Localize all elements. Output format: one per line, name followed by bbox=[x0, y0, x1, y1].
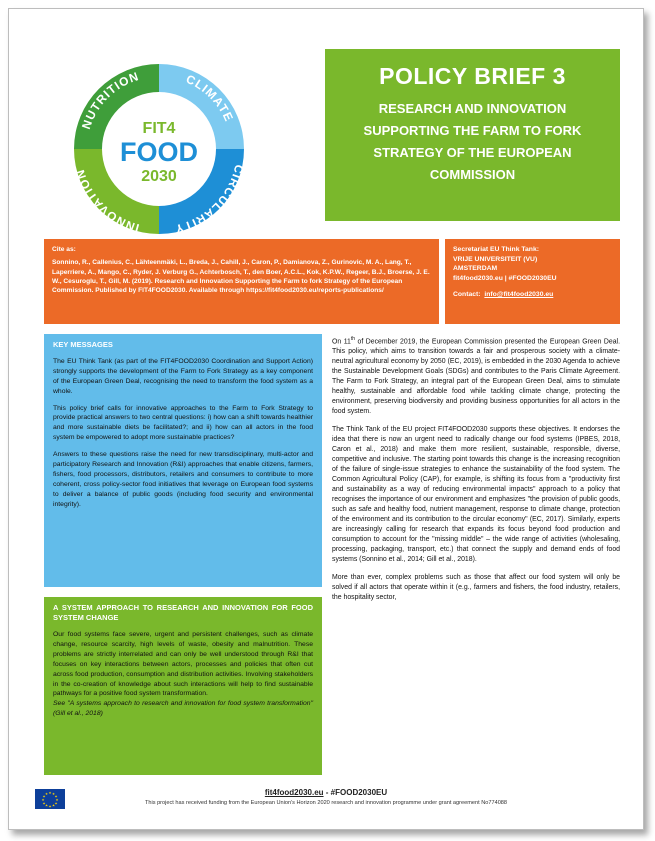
key-messages-paragraph: Answers to these questions raise the need for new transdisciplinary, multi-actor and participatory Research and Innovation (R&I) approaches that enable citizens, farmers, fishers, food processors, distributors, retailers and consumers to contribute to more coherent, cross policy-sector food initiatives that leverage on European food systems to deliver a balance of public goods (including food security and environmental integrity). bbox=[53, 451, 313, 508]
ring-label-nutrition: NUTRITION bbox=[79, 69, 141, 131]
svg-text:★: ★ bbox=[41, 798, 45, 802]
secretariat-university: VRIJE UNIVERSITEIT (VU) bbox=[453, 255, 538, 263]
key-messages-heading: KEY MESSAGES bbox=[53, 340, 113, 349]
policy-brief-subtitle: RESEARCH AND INNOVATION SUPPORTING THE FARM TO FORK STRATEGY OF THE EUROPEAN COMMISSION bbox=[363, 101, 582, 182]
ring-label-circularity: CIRCULARITY bbox=[173, 163, 247, 237]
svg-text:★: ★ bbox=[44, 792, 49, 797]
contact-email-link[interactable]: info@fit4food2030.eu bbox=[484, 291, 554, 299]
system-approach-box bbox=[44, 597, 322, 775]
ring-label-innovation: INNOVATION bbox=[72, 167, 141, 236]
svg-text:★: ★ bbox=[48, 804, 52, 809]
secretariat-site[interactable]: fit4food2030.eu | #FOOD2030EU bbox=[453, 274, 557, 282]
svg-text:★: ★ bbox=[42, 801, 46, 806]
contact-line bbox=[453, 290, 612, 300]
logo-2030: 2030 bbox=[141, 168, 177, 185]
citation-text: Sonnino, R., Callenius, C., Lähteenmäki, L., Breda, J., Cahill, J., Caron, P., Damianova, Z., Gurinovic, M. A., Lang, T., Laperriere, A., Mango, C., Ryder, J. Verburg G., Achterbosch, T., den Boer, A.C.L., Kok, K.P.W., Regeer, B.J., Broerse, J. E. W., Cesuroglu, T., Gill, M. (2019). Research and Innovation Supporting the Farm to fork Strategy of the European Commission. Published by FIT4FOOD2030. Available through https://fit4food2030.eu/reports-publications/ bbox=[52, 259, 430, 295]
secretariat-city: AMSTERDAM bbox=[453, 265, 498, 273]
secretariat-box bbox=[445, 239, 620, 324]
contact-label: Contact: bbox=[453, 291, 481, 299]
key-messages-box bbox=[44, 334, 322, 587]
logo-fit4: FIT4 bbox=[142, 120, 176, 137]
svg-text:★: ★ bbox=[51, 803, 56, 808]
policy-brief-title: POLICY BRIEF 3 bbox=[379, 63, 566, 89]
footer-hashtag: - #FOOD2030EU bbox=[323, 788, 388, 797]
footer-site-line bbox=[9, 788, 643, 797]
ring-label-climate: CLIMATE bbox=[183, 71, 237, 125]
policy-brief-page bbox=[8, 8, 644, 830]
main-paragraph: On 11th of December 2019, the European Commission presented the European Green Deal. This policy, which aims to transition towards a fair and prosperous society with a climate-neutral agricultural economy by 2050 (EC, 2019), is embedded in the 2030 Agenda to achieve the Sustainable Development Goals (SDGs) and contributes to the Paris Climate Agreement. The Farm to Fork Strategy, an integral part of the European Green Deal, aims to stimulate healthy, sustainable and affordable food while tackling climate change, protecting the environment, preserving biodiversity and providing business opportunities for all actors in the food system. bbox=[332, 336, 620, 416]
fit4food-logo bbox=[59, 49, 259, 249]
footer bbox=[9, 788, 643, 806]
svg-text:★: ★ bbox=[42, 794, 46, 799]
svg-text:NUTRITION bbox=[79, 69, 141, 131]
system-approach-paragraph: Our food systems face severe, urgent and persistent challenges, such as climate change, resource scarcity, high levels of waste, obesity and malnutrition. These problems are strictly interrelated and can only be well understood through R&I that focuses on key interactions between actors, processes and policies that often cut across food production, consumption and distribution activities. Involving stakeholders in the co-creation of knowledge about such interactions will help to find sustainable pathways for a positive food system transformation. bbox=[53, 631, 313, 698]
main-paragraph: The Think Tank of the EU project FIT4FOOD2030 supports these objectives. It endorses the idea that there is now an urgent need to radically change our food systems (IPBES, 2018, Caron et al., 2018) and make them more resilient, sustainable, responsible, diverse, competitive and inclusive. The starting point towards this change is the increasing recognition of the failure of single-issue strategies to enhance the sustainability of the food system. The Common Agricultural Policy (CAP), for example, is shifting its focus from a "productivity first and sustainability as a way of reducing environmental impacts" approach to a policy that recognises the importance of our environment and emphasizes "the provision of public goods, such as safe and healthy food, nutrient management, response to climate change, protection of the environment and its contribution to the circular economy" (EC, 2017). Similarly, experts are increasingly calling for research that expands its focus beyond food production and consumption to account for the "missing middle" – the wide range of activities (wholesaling, processing, packaging, transport, etc.) that connect the supply and demand ends of food systems (Sonnino et al., 2014; Gill et al., 2018). bbox=[332, 426, 620, 564]
svg-text:★: ★ bbox=[55, 798, 59, 802]
key-messages-paragraph: This policy brief calls for innovative approaches to the Farm to Fork Strategy to provide practical answers to two central questions: i) how can a shift towards healthier and more sustainable diets be facilitated?; and ii) how can all actors in the food system be empowered to adopt more sustainable practices? bbox=[53, 404, 313, 442]
svg-text:★: ★ bbox=[51, 792, 56, 797]
secretariat-heading: Secretariat EU Think Tank: bbox=[453, 246, 539, 253]
svg-text:★: ★ bbox=[48, 791, 52, 796]
main-paragraph: More than ever, complex problems such as those that affect our food system will only be solved if all actors that operate within it (e.g., farmers and fishers, the food industry, retailers, the hospitality sector, bbox=[332, 574, 620, 602]
footer-site-link[interactable]: fit4food2030.eu bbox=[264, 788, 324, 797]
citation-box bbox=[44, 239, 439, 324]
svg-text:★: ★ bbox=[54, 794, 58, 799]
policy-brief-title-box bbox=[325, 49, 620, 221]
key-messages-paragraph: The EU Think Tank (as part of the FIT4FOOD2030 Coordination and Support Action) strongly supports the development of the Farm to Fork Strategy as a key component of the European Green Deal, recognising the need to transform the food system as a whole. bbox=[53, 357, 313, 395]
logo-ring bbox=[59, 49, 259, 249]
system-approach-reference: See "A systems approach to research and innovation for food system transformation" (Gill et al., 2018) bbox=[53, 700, 313, 718]
main-text-column bbox=[332, 334, 620, 784]
svg-text:★: ★ bbox=[44, 803, 49, 808]
logo-food: FOOD bbox=[120, 137, 198, 167]
citation-label: Cite as: bbox=[52, 246, 76, 253]
svg-text:★: ★ bbox=[54, 801, 58, 806]
system-approach-heading: A SYSTEM APPROACH TO RESEARCH AND INNOVATION FOR FOOD SYSTEM CHANGE bbox=[53, 603, 313, 622]
footer-funding-text: This project has received funding from the European Union's Horizon 2020 research and innovation programme under grant agreement No774088 bbox=[144, 800, 508, 806]
